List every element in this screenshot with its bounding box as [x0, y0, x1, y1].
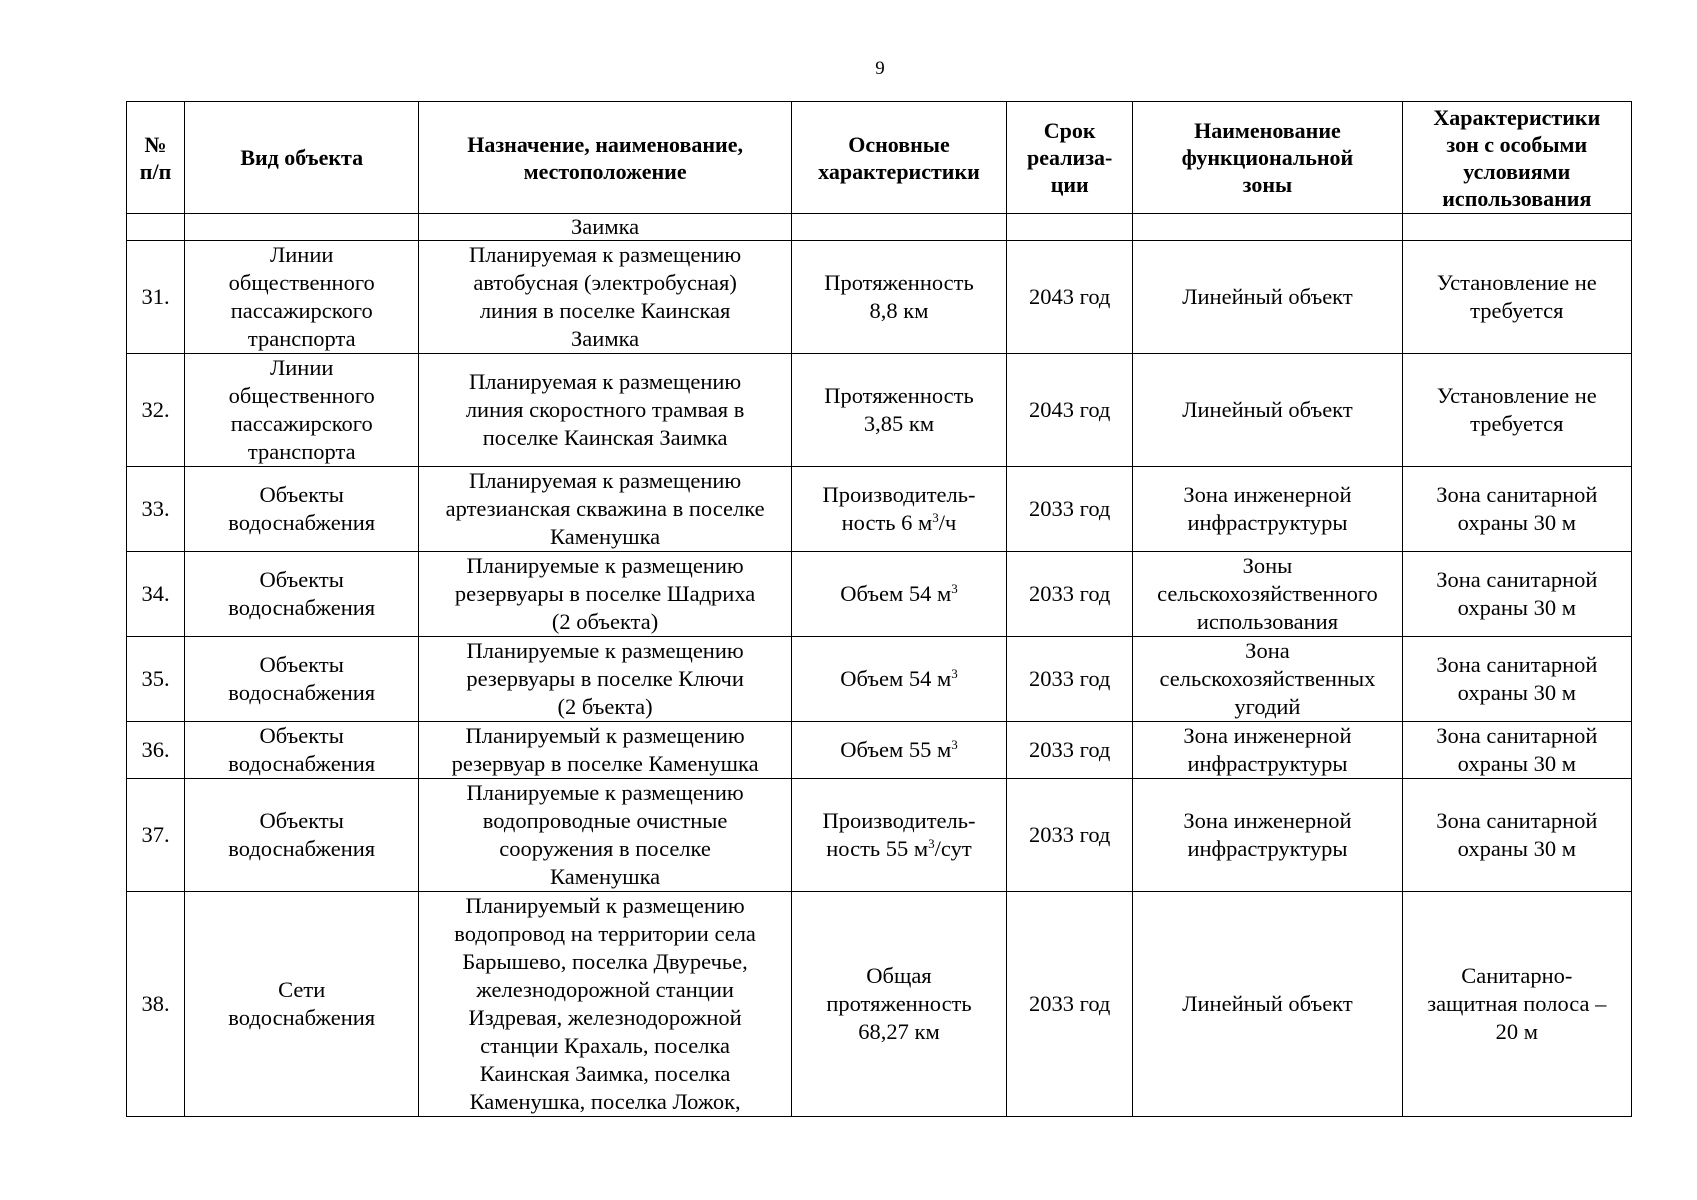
cell-functional-zone: [1133, 637, 1402, 722]
header-term: [1007, 102, 1133, 214]
cell-object-type: [185, 354, 419, 467]
text-line: автобусная (электробусная): [473, 270, 737, 295]
text-line: №: [144, 131, 167, 157]
text-line: использования: [1196, 609, 1339, 634]
text-line: Объекты: [259, 482, 344, 507]
cell-term: 2033 год: [1007, 722, 1133, 779]
cell-functional-zone: [1133, 892, 1402, 1117]
cell-special-zones: [1402, 214, 1631, 241]
text-line: Установление не: [1436, 270, 1597, 295]
cell-term: 2043 год: [1007, 354, 1133, 467]
text-line: Барышево, поселка Двуречье,: [462, 949, 748, 974]
cell-purpose: [419, 467, 791, 552]
cell-special-zones: [1402, 241, 1631, 354]
unit-exponent: 3: [951, 666, 958, 681]
text-line: (2 объекта): [551, 609, 659, 634]
text-line: Санитарно-: [1461, 963, 1573, 988]
cell-special-zones: [1402, 467, 1631, 552]
unit-prefix: Объем 55 м: [840, 737, 952, 762]
header-functional-zone: [1133, 102, 1402, 214]
text-line: водоснабжения: [228, 680, 376, 705]
text-line: сельскохозяйственного: [1157, 581, 1378, 606]
text-line: резервуар в поселке Каменушка: [451, 751, 759, 776]
table-row: [127, 354, 1632, 467]
cell-purpose: [419, 552, 791, 637]
text-line: Зона инженерной: [1183, 808, 1352, 833]
text-line: Объекты: [259, 652, 344, 677]
text-line: инфраструктуры: [1187, 510, 1348, 535]
unit-suffix: /сут: [934, 836, 972, 861]
cell-special-zones: [1402, 552, 1631, 637]
cell-purpose: [419, 722, 791, 779]
header-num: [127, 102, 185, 214]
text-line: Установление не: [1436, 383, 1597, 408]
text-line: Назначение, наименование,: [467, 131, 743, 157]
cell-special-zones: [1402, 892, 1631, 1117]
cell-object-type: [185, 241, 419, 354]
cell-functional-zone: [1133, 722, 1402, 779]
text-line: Объекты: [259, 808, 344, 833]
text-line: местоположение: [523, 158, 687, 184]
table-row: [127, 637, 1632, 722]
text-line: реализа-: [1027, 145, 1113, 170]
text-line: линия скоростного трамвая в: [465, 397, 745, 422]
text-line: Каменушка: [550, 524, 661, 549]
header-object-type: [185, 102, 419, 214]
cell-functional-zone: [1133, 214, 1402, 241]
cell-characteristics: [791, 241, 1006, 354]
cell-special-zones: [1402, 779, 1631, 892]
text-line: Планируемая к размещению: [468, 468, 742, 493]
cell-term: 2033 год: [1007, 552, 1133, 637]
cell-term: 2033 год: [1007, 637, 1133, 722]
cell-characteristics: [791, 467, 1006, 552]
text-line: сельскохозяйственных: [1159, 666, 1376, 691]
cell-characteristics: [791, 637, 1006, 722]
unit-suffix: /ч: [938, 510, 957, 535]
table-row: [127, 722, 1632, 779]
text-line: Планируемая к размещению: [468, 369, 742, 394]
cell-term: 2033 год: [1007, 892, 1133, 1117]
unit-prefix: ность 55 м: [826, 836, 929, 861]
text-line: защитная полоса –: [1427, 991, 1607, 1016]
unit-line: [798, 665, 1000, 693]
text-line: водоснабжения: [228, 510, 376, 535]
cell-term: 2043 год: [1007, 241, 1133, 354]
text-line: Объекты: [259, 723, 344, 748]
text-line: угодий: [1234, 694, 1301, 719]
cell-functional-zone: [1133, 552, 1402, 637]
text-line: Сети: [278, 977, 326, 1002]
unit-line: [798, 835, 1000, 863]
text-line: Каменушка: [550, 864, 661, 889]
cell-purpose: [419, 779, 791, 892]
text-line: Зона инженерной: [1183, 723, 1352, 748]
text-line: п/п: [139, 158, 172, 184]
text-line: Линейный объект: [1182, 284, 1353, 309]
text-line: ции: [1050, 172, 1089, 197]
unit-prefix: Объем 54 м: [840, 581, 952, 606]
cell-term: [1007, 214, 1133, 241]
table-row: [127, 241, 1632, 354]
text-line: Планируемый к размещению: [465, 893, 745, 918]
cell-functional-zone: [1133, 779, 1402, 892]
text-line: Производитель-: [822, 808, 976, 833]
text-line: Объекты: [259, 567, 344, 592]
text-line: Протяженность: [824, 383, 974, 408]
text-line: характеристики: [818, 158, 980, 184]
text-line: транспорта: [247, 326, 356, 351]
text-line: условиями: [1463, 158, 1571, 184]
unit-exponent: 3: [932, 510, 939, 525]
text-line: охраны 30 м: [1457, 595, 1576, 620]
table-header-row: [127, 102, 1632, 214]
unit-prefix: Объем 54 м: [840, 666, 952, 691]
text-line: Срок: [1043, 118, 1096, 143]
cell-functional-zone: [1133, 241, 1402, 354]
cell-purpose: Заимка: [419, 214, 791, 241]
cell-purpose: [419, 354, 791, 467]
text-line: водоснабжения: [228, 595, 376, 620]
text-line: Линейный объект: [1182, 991, 1353, 1016]
table-row: [127, 552, 1632, 637]
text-line: Характеристики: [1433, 104, 1601, 130]
unit-exponent: 3: [951, 581, 958, 596]
text-line: пассажирского: [230, 411, 373, 436]
unit-prefix: ность 6 м: [841, 510, 933, 535]
cell-object-type: [185, 892, 419, 1117]
text-line: Вид объекта: [240, 145, 364, 170]
text-line: водоснабжения: [228, 836, 376, 861]
table-row: [127, 467, 1632, 552]
unit-line: [798, 580, 1000, 608]
cell-object-type: [185, 552, 419, 637]
cell-object-type: [185, 779, 419, 892]
text-line: транспорта: [247, 439, 356, 464]
cell-object-type: [185, 467, 419, 552]
text-line: требуется: [1470, 298, 1564, 323]
header-purpose: [419, 102, 791, 214]
table-row: [127, 779, 1632, 892]
text-line: резервуары в поселке Шадриха: [454, 581, 756, 606]
cell-num: 31.: [127, 241, 185, 354]
cell-object-type: [185, 214, 419, 241]
cell-object-type: [185, 722, 419, 779]
text-line: станции Крахаль, поселка: [480, 1033, 731, 1058]
cell-functional-zone: [1133, 354, 1402, 467]
cell-num: [127, 214, 185, 241]
text-line: инфраструктуры: [1187, 751, 1348, 776]
text-line: 3,85 км: [863, 411, 935, 436]
cell-characteristics: [791, 722, 1006, 779]
text-line: общественного: [228, 383, 375, 408]
text-line: Зона санитарной: [1436, 652, 1598, 677]
text-line: Планируемые к размещению: [466, 780, 744, 805]
unit-line: [798, 736, 1000, 764]
text-line: Зона инженерной: [1183, 482, 1352, 507]
text-line: Линии: [269, 355, 334, 380]
cell-num: 34.: [127, 552, 185, 637]
text-line: Зона санитарной: [1436, 482, 1598, 507]
text-line: Линейный объект: [1182, 397, 1353, 422]
text-line: пассажирского: [230, 298, 373, 323]
text-line: Каменушка, поселка Ложок,: [469, 1089, 741, 1114]
text-line: водоснабжения: [228, 751, 376, 776]
text-line: Общая: [866, 963, 932, 988]
table-row: [127, 892, 1632, 1117]
cell-num: 38.: [127, 892, 185, 1117]
text-line: Зона санитарной: [1436, 723, 1598, 748]
header-characteristics: [791, 102, 1006, 214]
text-line: артезианская скважина в поселке: [445, 496, 765, 521]
text-line: 68,27 км: [858, 1019, 940, 1044]
text-line: требуется: [1470, 411, 1564, 436]
text-line: резервуары в поселке Ключи: [466, 666, 744, 691]
text-line: водопроводные очистные: [482, 808, 728, 833]
cell-characteristics: [791, 354, 1006, 467]
text-line: 8,8 км: [869, 298, 929, 323]
cell-term: 2033 год: [1007, 467, 1133, 552]
cell-characteristics: [791, 892, 1006, 1117]
planned-objects-table: [126, 101, 1632, 1117]
cell-purpose: [419, 637, 791, 722]
text-line: Каинская Заимка, поселка: [479, 1061, 731, 1086]
text-line: Наименование: [1194, 118, 1341, 143]
text-line: протяженность: [826, 991, 972, 1016]
text-line: Зона: [1245, 638, 1290, 663]
text-line: водоснабжения: [228, 1005, 376, 1030]
text-line: охраны 30 м: [1457, 510, 1576, 535]
text-line: 20 м: [1495, 1019, 1538, 1044]
cell-characteristics: [791, 214, 1006, 241]
text-line: Производитель-: [822, 482, 976, 507]
text-line: Издревая, железнодорожной: [468, 1005, 742, 1030]
text-line: сооружения в поселке: [499, 836, 711, 861]
text-line: железнодорожной станции: [476, 977, 734, 1002]
cell-functional-zone: [1133, 467, 1402, 552]
text-line: функциональной: [1181, 145, 1354, 170]
cell-term: 2033 год: [1007, 779, 1133, 892]
text-line: охраны 30 м: [1457, 751, 1576, 776]
text-line: Зона санитарной: [1436, 567, 1598, 592]
cell-characteristics: [791, 552, 1006, 637]
text-line: зоны: [1242, 172, 1293, 197]
cell-num: 37.: [127, 779, 185, 892]
text-line: Протяженность: [824, 270, 974, 295]
text-line: охраны 30 м: [1457, 680, 1576, 705]
text-line: Основные: [848, 131, 950, 157]
cell-special-zones: [1402, 722, 1631, 779]
text-line: Зона санитарной: [1436, 808, 1598, 833]
header-special-zones: [1402, 102, 1631, 214]
text-line: поселке Каинская Заимка: [482, 425, 728, 450]
text-line: линия в поселке Каинская: [479, 298, 731, 323]
cell-object-type: [185, 637, 419, 722]
text-line: использования: [1442, 185, 1592, 211]
cell-special-zones: [1402, 354, 1631, 467]
cell-purpose: [419, 892, 791, 1117]
text-line: общественного: [228, 270, 375, 295]
text-line: Планируемая к размещению: [468, 242, 742, 267]
cell-characteristics: [791, 779, 1006, 892]
cell-num: 35.: [127, 637, 185, 722]
cell-num: 36.: [127, 722, 185, 779]
text-line: Планируемые к размещению: [466, 638, 744, 663]
text-line: Линии: [269, 242, 334, 267]
cell-purpose: [419, 241, 791, 354]
text-line: зон с особыми: [1446, 131, 1588, 157]
text-line: Планируемые к размещению: [466, 553, 744, 578]
text-line: охраны 30 м: [1457, 836, 1576, 861]
page-number: 9: [875, 58, 885, 79]
text-line: Заимка: [571, 326, 640, 351]
unit-exponent: 3: [951, 737, 958, 752]
text-line: (2 бъекта): [557, 694, 653, 719]
cell-num: 32.: [127, 354, 185, 467]
text-line: Зоны: [1242, 553, 1293, 578]
continuation-row: [127, 214, 1632, 241]
text-line: инфраструктуры: [1187, 836, 1348, 861]
cell-special-zones: [1402, 637, 1631, 722]
text-line: водопровод на территории села: [454, 921, 756, 946]
text-line: Планируемый к размещению: [465, 723, 745, 748]
unit-line: [798, 509, 1000, 537]
cell-num: 33.: [127, 467, 185, 552]
unit-exponent: 3: [928, 836, 935, 851]
